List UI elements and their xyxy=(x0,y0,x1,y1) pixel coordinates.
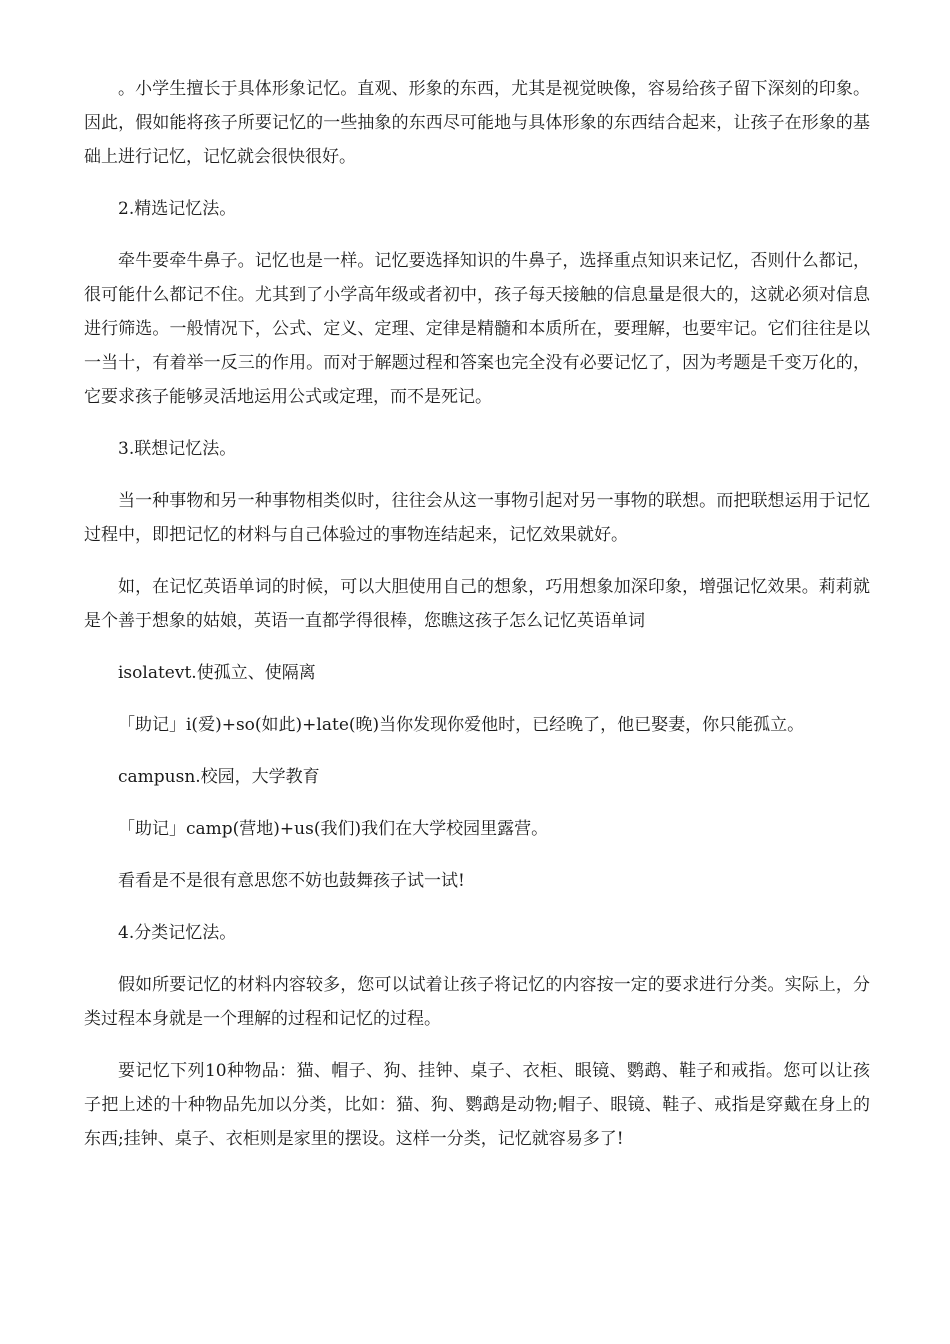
paragraph-association-memory: 当一种事物和另一种事物相类似时，往往会从这一事物引起对另一事物的联想。而把联想运用于记忆过程中，即把记忆的材料与自己体验过的事物连结起来，记忆效果就好。 xyxy=(84,491,870,545)
paragraph-classification-memory: 假如所要记忆的材料内容较多，您可以试着让孩子将记忆的内容按一定的要求进行分类。实际上，分类过程本身就是一个理解的过程和记忆的过程。 xyxy=(84,975,870,1029)
example-word-isolate: isolatevt.使孤立、使隔离 xyxy=(118,663,316,683)
heading-association-memory: 3.联想记忆法。 xyxy=(118,439,237,459)
paragraph-encourage: 看看是不是很有意思您不妨也鼓舞孩子试一试! xyxy=(118,871,465,891)
paragraph-image-memory: 。小学生擅长于具体形象记忆。直观、形象的东西，尤其是视觉映像，容易给孩子留下深刻的印象。因此，假如能将孩子所要记忆的一些抽象的东西尽可能地与具体形象的东西结合起来，让孩子在形象的基础上进行记忆，记忆就会很快很好。 xyxy=(84,79,870,167)
heading-selective-memory: 2.精选记忆法。 xyxy=(118,199,237,219)
mnemonic-isolate: 「助记」i(爱)+so(如此)+late(晚)当你发现你爱他时，已经晚了，他已娶妻，你只能孤立。 xyxy=(118,715,805,735)
paragraph-classification-example: 要记忆下列10种物品：猫、帽子、狗、挂钟、桌子、衣柜、眼镜、鹦鹉、鞋子和戒指。您可以让孩子把上述的十种物品先加以分类，比如：猫、狗、鹦鹉是动物;帽子、眼镜、鞋子、戒指是穿戴在身上的东西;挂钟、桌子、衣柜则是家里的摆设。这样一分类，记忆就容易多了! xyxy=(84,1061,870,1149)
paragraph-selective-memory: 牵牛要牵牛鼻子。记忆也是一样。记忆要选择知识的牛鼻子，选择重点知识来记忆，否则什么都记，很可能什么都记不住。尤其到了小学高年级或者初中，孩子每天接触的信息量是很大的，这就必须对信息进行筛选。一般情况下，公式、定义、定理、定律是精髓和本质所在，要理解，也要牢记。它们往往是以一当十，有着举一反三的作用。而对于解题过程和答案也完全没有必要记忆了，因为考题是千变万化的，它要求孩子能够灵活地运用公式或定理，而不是死记。 xyxy=(84,251,870,407)
example-word-campus: campusn.校园，大学教育 xyxy=(118,767,320,787)
paragraph-english-words: 如，在记忆英语单词的时候，可以大胆使用自己的想象，巧用想象加深印象，增强记忆效果。莉莉就是个善于想象的姑娘，英语一直都学得很棒，您瞧这孩子怎么记忆英语单词 xyxy=(84,577,870,631)
heading-classification-memory: 4.分类记忆法。 xyxy=(118,923,237,943)
mnemonic-campus: 「助记」camp(营地)+us(我们)我们在大学校园里露营。 xyxy=(118,819,549,839)
document-body xyxy=(84,72,870,1174)
